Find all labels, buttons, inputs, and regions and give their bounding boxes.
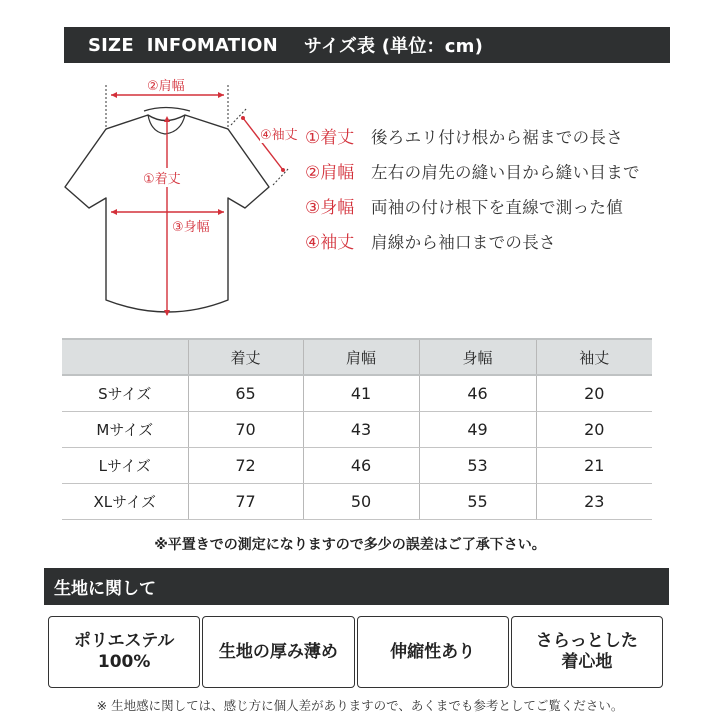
- fabric-feature-material: [48, 616, 200, 688]
- table-header-row: [62, 339, 652, 375]
- feature-line1: 伸縮性あり: [390, 641, 476, 662]
- size-name: Mサイズ: [62, 411, 188, 447]
- table-cell: 43: [303, 411, 419, 447]
- legend-row-width: [305, 188, 705, 223]
- feature-line1: 生地の厚み薄め: [218, 641, 338, 662]
- size-name: Lサイズ: [62, 447, 188, 483]
- column-header-length: 着丈: [188, 339, 303, 375]
- table-cell: 65: [188, 375, 303, 411]
- size-info-title-en: SIZE INFOMATION: [88, 34, 278, 56]
- column-header: [62, 339, 188, 375]
- tshirt-icon: [55, 70, 305, 320]
- legend-desc: 両袖の付け根下を直線で測った値: [371, 197, 623, 217]
- legend-row-length: [305, 118, 705, 153]
- fabric-header: [44, 568, 669, 605]
- diagram-label-length: ①着丈: [143, 168, 181, 187]
- fabric-footnote: ※ 生地感に関しては、感じ方に個人差がありますので、あくまでも参考としてご覧ください。: [96, 698, 624, 713]
- table-cell: 70: [188, 411, 303, 447]
- feature-line2: 着心地: [561, 652, 613, 672]
- table-row: [62, 375, 652, 411]
- feature-line2: 100%: [97, 652, 151, 672]
- legend-desc: 肩線から袖口までの長さ: [371, 232, 556, 252]
- fabric-header-title: 生地に関して: [54, 579, 156, 599]
- table-cell: 20: [536, 375, 652, 411]
- column-header-sleeve: 袖丈: [536, 339, 652, 375]
- legend-key: ④袖丈: [305, 233, 355, 253]
- fabric-features: [48, 616, 663, 688]
- table-cell: 55: [419, 483, 536, 519]
- table-cell: 46: [419, 375, 536, 411]
- table-cell: 50: [303, 483, 419, 519]
- legend-row-shoulder: [305, 153, 705, 188]
- legend-key: ①着丈: [305, 128, 355, 148]
- diagram-label-sleeve: ④袖丈: [260, 124, 298, 143]
- fabric-feature-thickness: [202, 616, 354, 688]
- table-cell: 72: [188, 447, 303, 483]
- measurement-note: ※平置きでの測定になりますので多少の誤差はご了承下さい。: [154, 537, 546, 553]
- diagram-label-shoulder: ②肩幅: [147, 79, 185, 94]
- legend-desc: 後ろエリ付け根から裾までの長さ: [371, 127, 623, 147]
- table-cell: 21: [536, 447, 652, 483]
- fabric-feature-feel: [511, 616, 663, 688]
- table-row: [62, 447, 652, 483]
- diagram-label-width: ③身幅: [172, 220, 210, 235]
- table-cell: 46: [303, 447, 419, 483]
- column-header-shoulder: 肩幅: [303, 339, 419, 375]
- legend-key: ③身幅: [305, 198, 355, 218]
- size-name: Sサイズ: [62, 375, 188, 411]
- table-cell: 53: [419, 447, 536, 483]
- size-info-title-jp: サイズ表 (単位：cm): [303, 36, 483, 57]
- feature-line1: ポリエステル: [73, 631, 175, 651]
- legend-key: ②肩幅: [305, 163, 355, 183]
- table-cell: 49: [419, 411, 536, 447]
- size-table: [62, 338, 652, 520]
- table-row: [62, 483, 652, 519]
- size-info-header: [64, 27, 670, 63]
- measurement-legend: [305, 118, 705, 258]
- table-cell: 41: [303, 375, 419, 411]
- table-cell: 20: [536, 411, 652, 447]
- tshirt-measurement-diagram: [55, 70, 305, 320]
- legend-row-sleeve: [305, 223, 705, 258]
- size-name: XLサイズ: [62, 483, 188, 519]
- table-cell: 23: [536, 483, 652, 519]
- fabric-feature-stretch: [357, 616, 509, 688]
- column-header-width: 身幅: [419, 339, 536, 375]
- feature-line1: さらっとした: [535, 631, 638, 651]
- table-row: [62, 411, 652, 447]
- table-cell: 77: [188, 483, 303, 519]
- legend-desc: 左右の肩先の縫い目から縫い目まで: [371, 162, 640, 182]
